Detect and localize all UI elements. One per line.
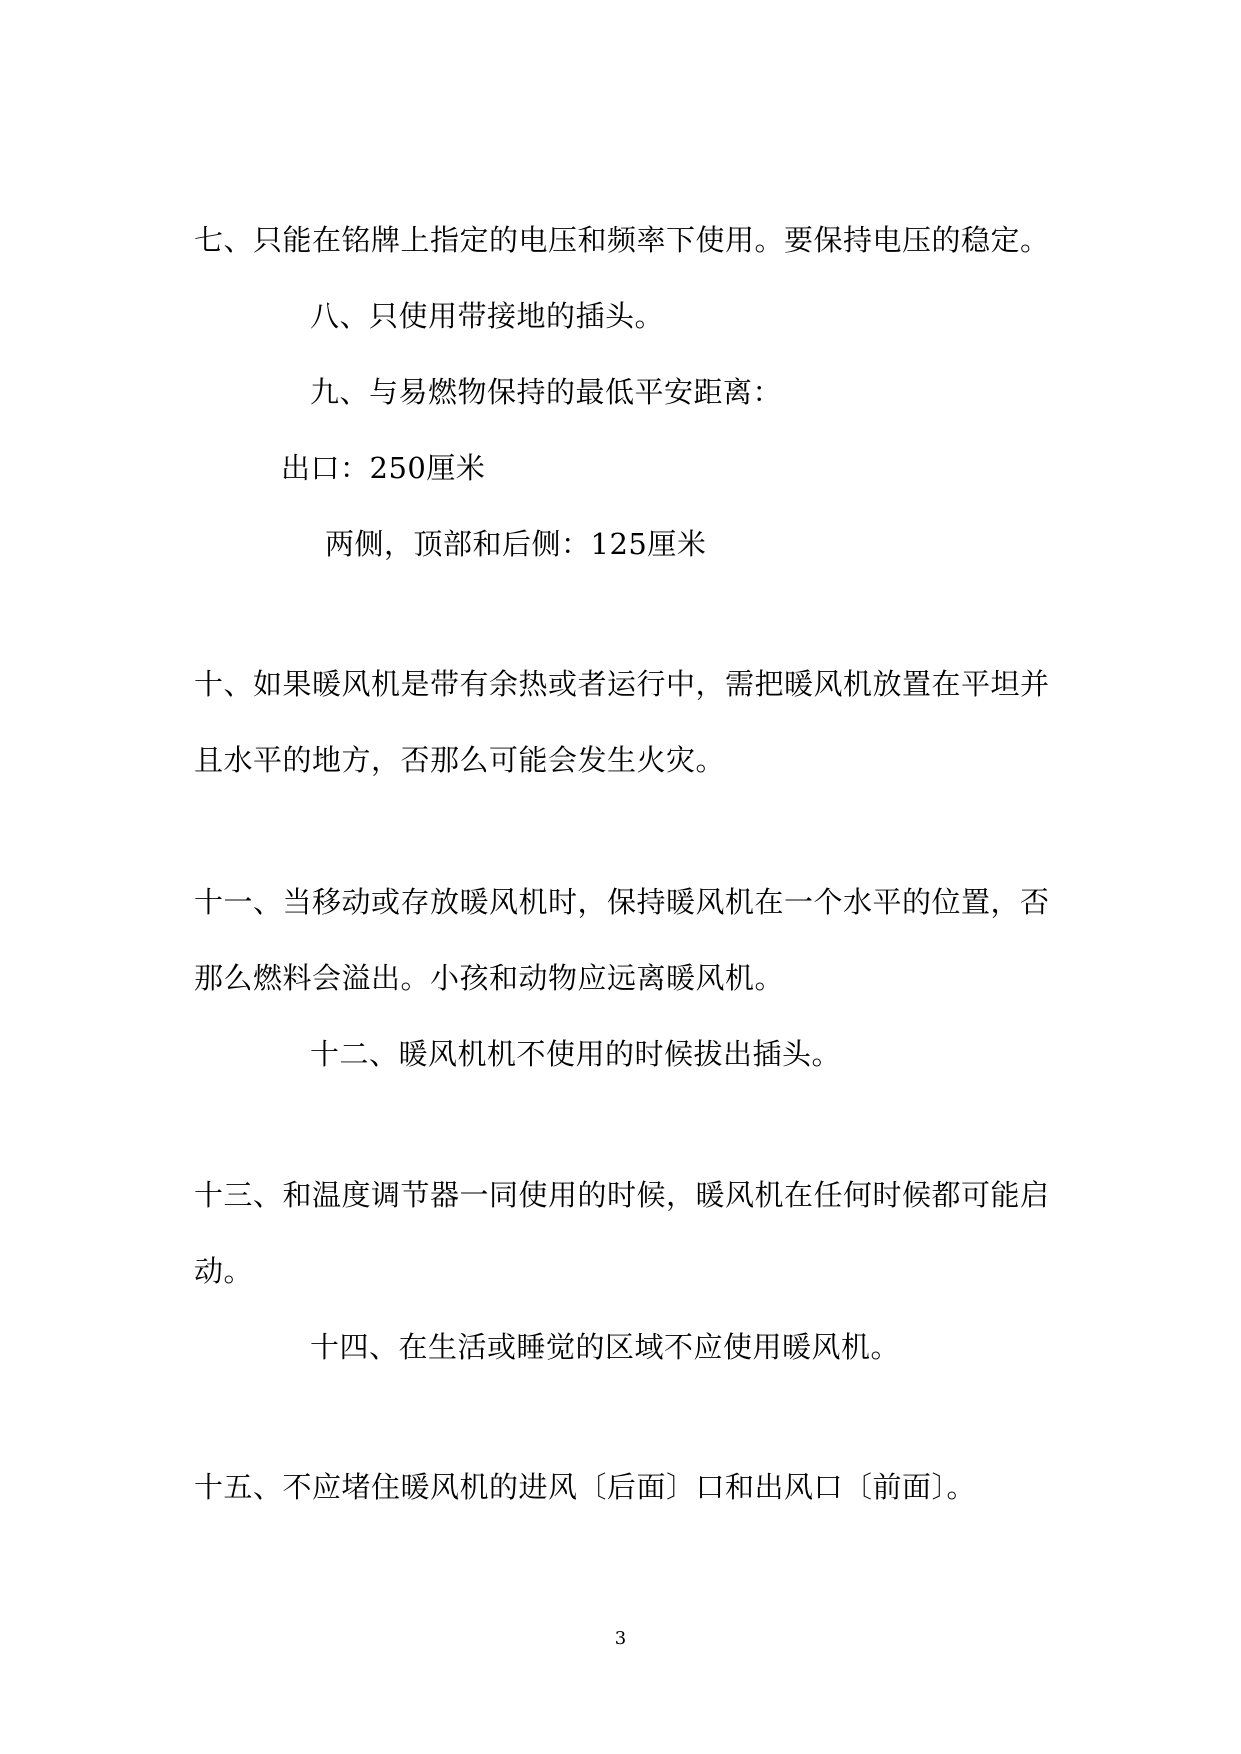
paragraph-line-8: 八、只使用带接地的插头。 <box>310 299 665 333</box>
paragraph-line-9: 九、与易燃物保持的最低平安距离： <box>310 375 783 409</box>
page-number: 3 <box>614 1628 627 1649</box>
paragraph-line-13b: 动。 <box>194 1254 254 1288</box>
paragraph-line-13a: 十三、和温度调节器一同使用的时候，暖风机在任何时候都可能启 <box>194 1178 1050 1212</box>
paragraph-line-7: 七、只能在铭牌上指定的电压和频率下使用。要保持电压的稳定。 <box>194 223 1050 257</box>
paragraph-line-15: 十五、不应堵住暖风机的进风〔后面〕口和出风口〔前面〕。 <box>194 1470 977 1504</box>
paragraph-line-side-distance: 两侧，顶部和后侧：125厘米 <box>325 527 707 561</box>
paragraph-line-11b: 那么燃料会溢出。小孩和动物应远离暖风机。 <box>194 961 785 995</box>
paragraph-line-11a: 十一、当移动或存放暖风机时，保持暖风机在一个水平的位置，否 <box>194 885 1050 919</box>
paragraph-line-outlet-distance: 出口：250厘米 <box>281 451 486 485</box>
paragraph-line-14: 十四、在生活或睡觉的区域不应使用暖风机。 <box>310 1330 901 1364</box>
paragraph-line-12: 十二、暖风机机不使用的时候拔出插头。 <box>310 1037 842 1071</box>
paragraph-line-10b: 且水平的地方，否那么可能会发生火灾。 <box>194 743 726 777</box>
paragraph-line-10a: 十、如果暖风机是带有余热或者运行中，需把暖风机放置在平坦并 <box>194 667 1050 701</box>
